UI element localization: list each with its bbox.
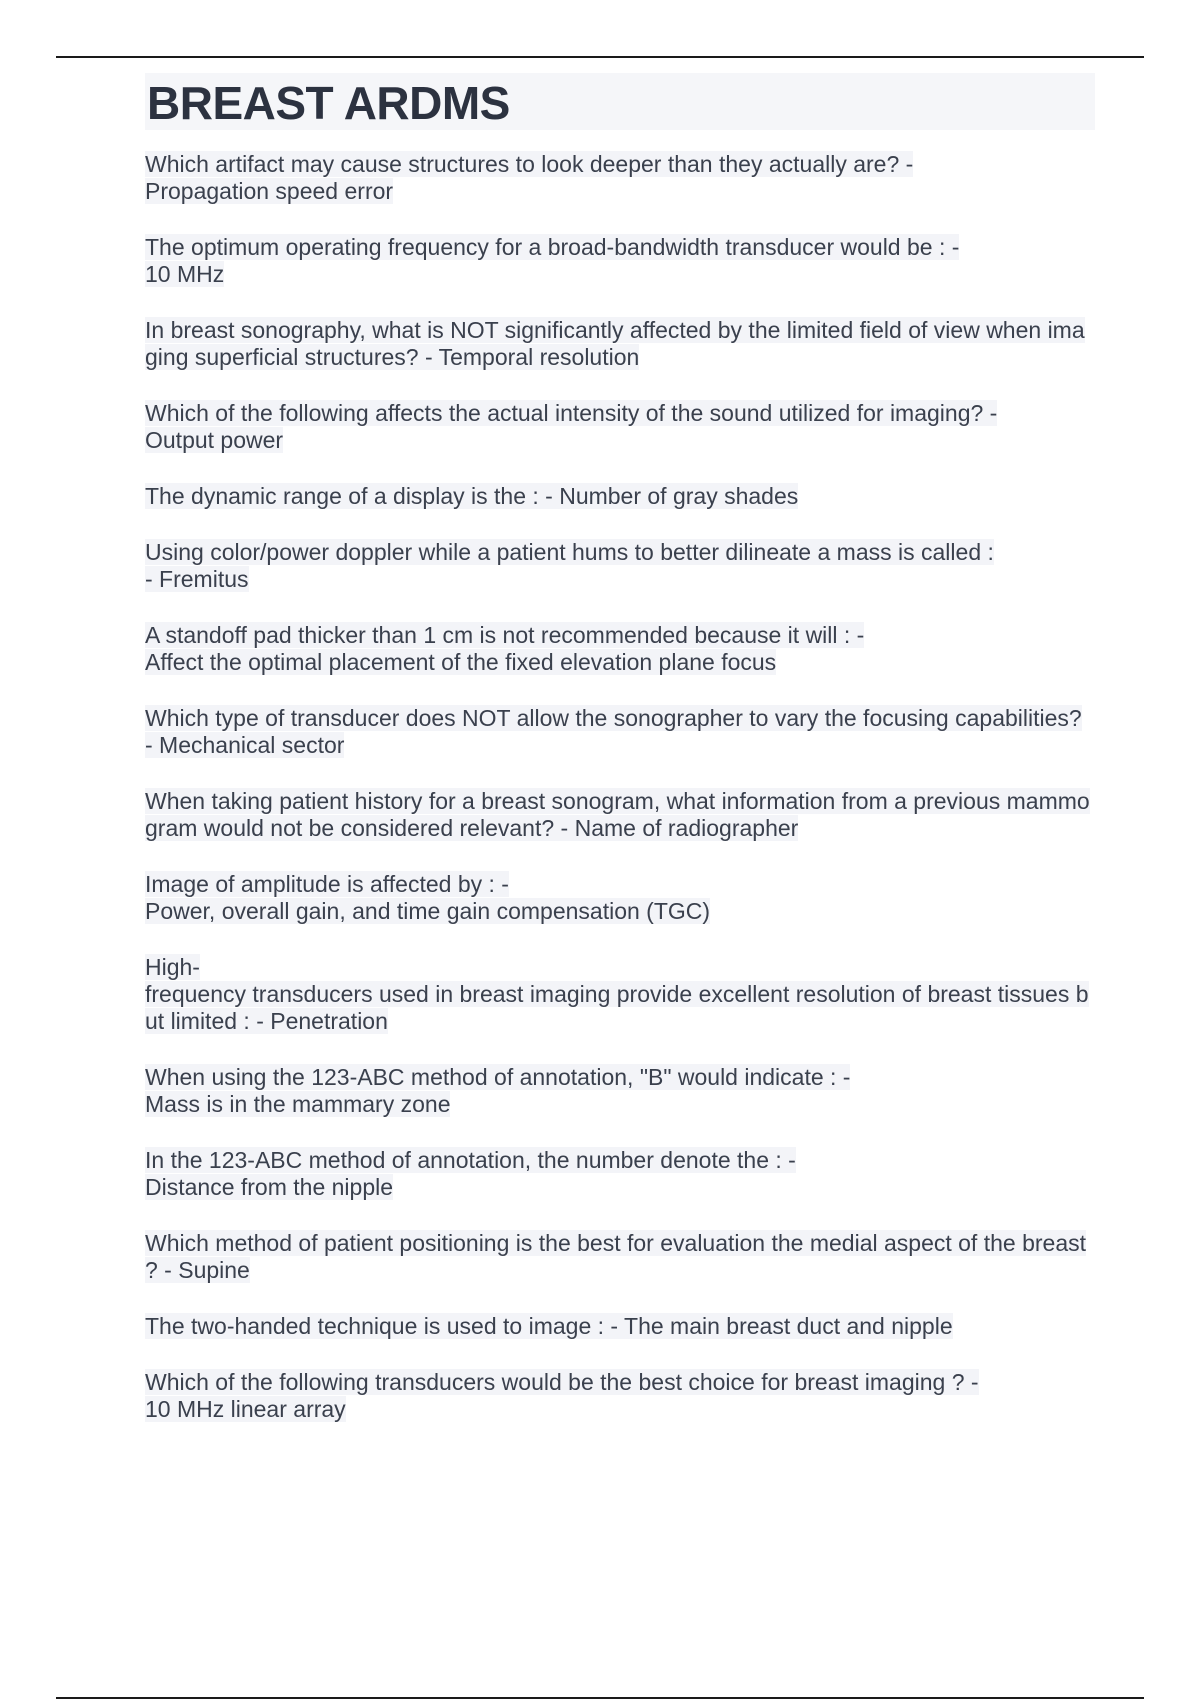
question-text: High- [145, 954, 200, 980]
answer-text: Mechanical sector [152, 732, 345, 758]
question-text: The optimum operating frequency for a broad-bandwidth transducer would be : - [145, 234, 960, 260]
qa-item [145, 1313, 1095, 1340]
answer-text: 10 MHz [145, 261, 225, 287]
document-body [145, 73, 1095, 1452]
question-text: When taking patient history for a breast sonogram, what information from a previous mammogram would not be considered relevant? - [145, 788, 1090, 841]
qa-list [145, 151, 1095, 1423]
question-text: Which method of patient positioning is the best for evaluation the medial aspect of the breast ? - [145, 1230, 1087, 1283]
answer-text: Power, overall gain, and time gain compensation (TGC) [145, 898, 711, 924]
qa-item [145, 1230, 1095, 1284]
answer-text: Temporal resolution [432, 344, 640, 370]
question-text: A standoff pad thicker than 1 cm is not recommended because it will : - [145, 622, 865, 648]
qa-item [145, 622, 1095, 676]
qa-item [145, 483, 1095, 510]
qa-item [145, 151, 1095, 205]
qa-item [145, 539, 1095, 593]
qa-item [145, 400, 1095, 454]
question-text: Which of the following transducers would be the best choice for breast imaging ? - [145, 1369, 979, 1395]
question-text: The dynamic range of a display is the : - [145, 483, 553, 509]
document-title: BREAST ARDMS [145, 73, 1095, 130]
question-text: In the 123-ABC method of annotation, the number denote the : - [145, 1147, 796, 1173]
qa-item [145, 1147, 1095, 1201]
question-text: In breast sonography, what is NOT significantly affected by the limited field of view when imaging superficial structures? - [145, 317, 1085, 370]
qa-item [145, 1369, 1095, 1423]
qa-item [145, 705, 1095, 759]
answer-text: Affect the optimal placement of the fixed elevation plane focus [145, 649, 777, 675]
answer-text: frequency transducers used in breast imaging provide excellent resolution of breast tissues but limited : - Penetration [145, 981, 1089, 1034]
answer-text: Distance from the nipple [145, 1174, 394, 1200]
answer-text: Name of radiographer [568, 815, 799, 841]
question-text: Which of the following affects the actual intensity of the sound utilized for imaging? - [145, 400, 998, 426]
question-text: The two-handed technique is used to image : - [145, 1313, 619, 1339]
qa-item [145, 954, 1095, 1035]
answer-text: Propagation speed error [145, 178, 394, 204]
top-rule [56, 56, 1144, 58]
qa-item [145, 317, 1095, 371]
answer-text: Number of gray shades [552, 483, 799, 509]
answer-text: Output power [145, 427, 284, 453]
answer-text: - Fremitus [145, 566, 249, 592]
question-text: When using the 123-ABC method of annotation, "B" would indicate : - [145, 1064, 851, 1090]
question-text: Using color/power doppler while a patient hums to better dilineate a mass is called : [145, 539, 994, 565]
answer-text: Supine [171, 1257, 250, 1283]
answer-text: Mass is in the mammary zone [145, 1091, 451, 1117]
question-text: Which artifact may cause structures to look deeper than they actually are? - [145, 151, 914, 177]
qa-item [145, 1064, 1095, 1118]
question-text: Which type of transducer does NOT allow the sonographer to vary the focusing capabilities? - [145, 705, 1082, 758]
qa-item [145, 234, 1095, 288]
answer-text: The main breast duct and nipple [618, 1313, 953, 1339]
qa-item [145, 871, 1095, 925]
qa-item [145, 788, 1095, 842]
answer-text: 10 MHz linear array [145, 1396, 346, 1422]
question-text: Image of amplitude is affected by : - [145, 871, 509, 897]
bottom-rule [56, 1697, 1144, 1699]
